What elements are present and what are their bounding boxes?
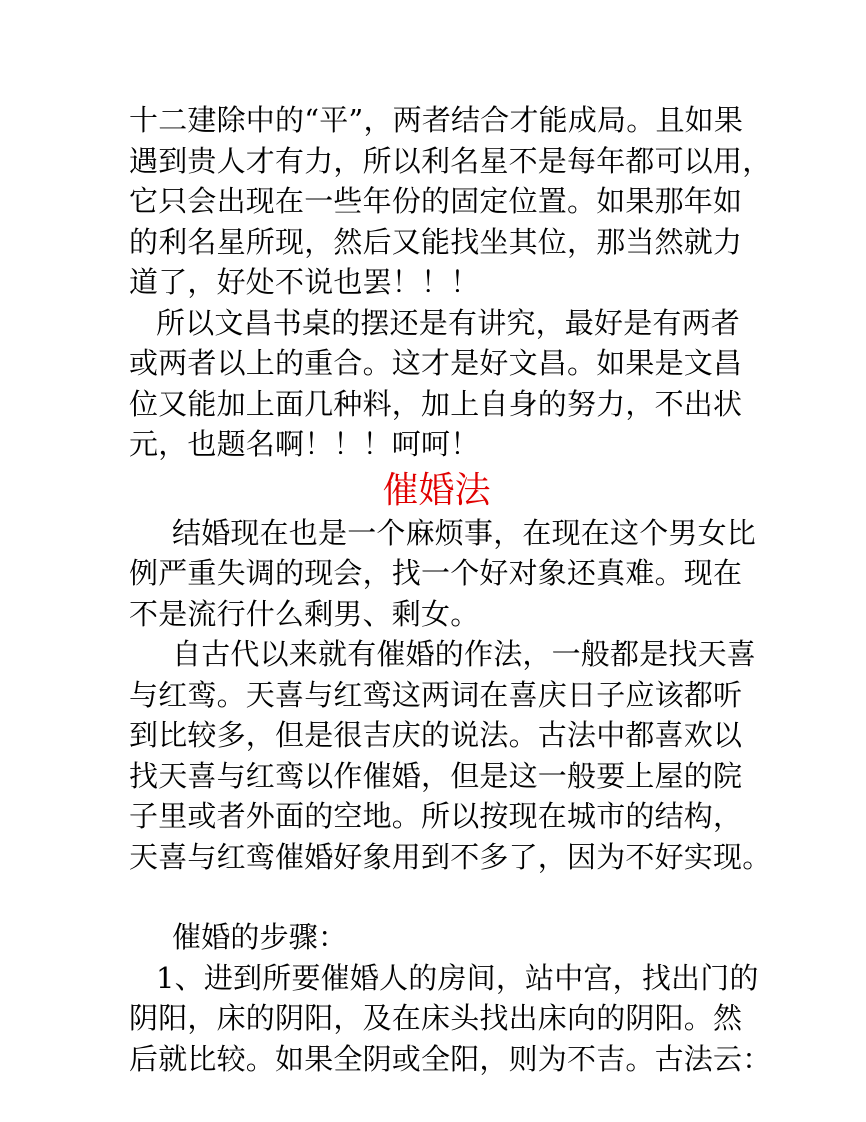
text-line: 天喜与红鸾催婚好象用到不多了，因为不好实现。 [129,839,772,874]
text-line: 位又能加上面几种料，加上自身的努力，不出状 [129,386,743,421]
text-line: 后就比较。如果全阴或全阳，则为不吉。古法云： [129,1041,772,1076]
text-line: 所以文昌书桌的摆还是有讲究，最好是有两者 [156,305,741,340]
text-line: 到比较多，但是很吉庆的说法。古法中都喜欢以 [129,718,743,752]
text-line: 子里或者外面的空地。所以按现在城市的结构， [129,799,743,833]
text-line: 结婚现在也是一个麻烦事，在现在这个男女比 [172,515,757,550]
text-line: 道了，好处不说也罢！！！ [129,265,480,299]
text-line: 阴阳，床的阴阳，及在床头找出床向的阴阳。然 [129,1001,743,1035]
text-line: 自古代以来就有催婚的作法，一般都是找天喜 [172,637,757,671]
paragraph-cuihun-steps [129,917,772,1079]
section-heading: 催婚法 [382,469,491,511]
text-line: 遇到贵人才有力，所以利名星不是每年都可以用， [129,143,772,178]
text-line: 它只会出现在一些年份的固定位置。如果那年如 [129,184,743,218]
paragraph-wenchang-ending [129,100,772,465]
text-line: 元，也题名啊！！！呵呵！ [129,427,480,461]
text-column [129,100,772,1079]
text-line: 或两者以上的重合。这才是好文昌。如果是文昌 [129,346,743,380]
text-line: 例严重失调的现会，找一个好对象还真难。现在 [129,556,743,590]
text-line: 找天喜与红鸾以作催婚，但是这一般要上屋的院 [129,758,743,793]
blank-line [129,877,744,917]
paragraph-cuihun-intro [129,513,772,878]
text-line: 催婚的步骤： [172,920,348,954]
text-line: 的利名星所现，然后又能找坐其位，那当然就力 [129,224,743,259]
text-line: 与红鸾。天喜与红鸾这两词在喜庆日子应该都听 [129,677,743,712]
text-line: 1、进到所要催婚人的房间，站中宫，找出门的 [156,960,759,995]
text-line: 十二建除中的“平”，两者结合才能成局。且如果 [129,103,744,137]
text-line: 不是流行什么剩男、剩女。 [129,596,480,631]
